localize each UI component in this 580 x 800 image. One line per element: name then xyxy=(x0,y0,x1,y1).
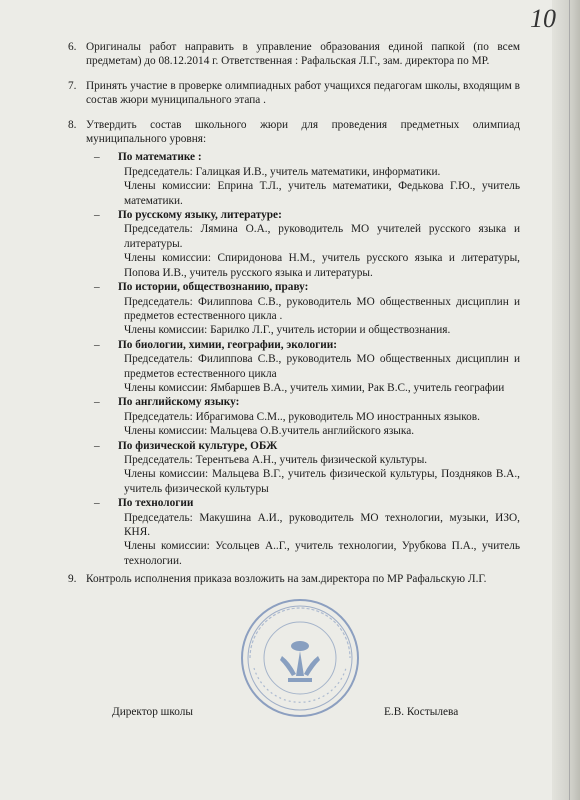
chair-line: Председатель: Макушина А.И., руководитель МО технологии, музыки, ИЗО, КНЯ. xyxy=(124,511,520,538)
members-line: Члены комиссии: Усольцев А..Г., учитель технологии, Урубкова П.А., учитель технологии. xyxy=(124,540,520,567)
members-line: Члены комиссии: Спиридонова Н.М., учитель русского языка и литературы, Попова И.В., учитель русского языка и литературы. xyxy=(124,252,520,279)
section-math xyxy=(60,150,520,164)
members-line: Члены комиссии: Мальцева В.Г., учитель физической культуры, Поздняков В.А., учитель физической культуры xyxy=(124,468,520,495)
members-line: Члены комиссии: Еприна Т.Л., учитель математики, Федькова Г.Ю., учитель математики. xyxy=(124,180,520,207)
members-line: Члены комиссии: Мальцева О.В.учитель английского языка. xyxy=(124,425,415,438)
dash: – xyxy=(94,151,100,164)
members-line: Члены комиссии: Ямбаршев В.А., учитель химии, Рак В.С., учитель географии xyxy=(124,381,505,394)
chair-line: Председатель: Ибрагимова С.М.., руководитель МО иностранных языков. xyxy=(124,410,480,423)
section-russian xyxy=(60,208,520,222)
chair-line: Председатель: Филиппова С.В., руководитель МО общественных дисциплин и предметов естественного цикла . xyxy=(124,295,520,322)
dash: – xyxy=(94,281,100,294)
section-english xyxy=(60,395,520,409)
item-6 xyxy=(60,40,520,69)
order-body xyxy=(60,40,520,597)
dash: – xyxy=(94,439,100,452)
chair-line: Председатель: Галицкая И.В., учитель математики, информатики. xyxy=(124,165,441,178)
item-text: Принять участие в проверке олимпиадных работ учащихся педагогам школы, входящим в состав жюри муниципального этапа . xyxy=(86,79,520,107)
section-title: По истории, обществознанию, праву: xyxy=(118,281,309,294)
section-title: По технологии xyxy=(118,497,194,510)
section-title: По физической культуре, ОБЖ xyxy=(118,439,278,452)
section-title: По английскому языку: xyxy=(118,396,240,409)
chair-line: Председатель: Терентьева А.Н., учитель физической культуры. xyxy=(124,453,428,466)
item-number: 7. xyxy=(68,79,77,92)
page-number: 10 xyxy=(530,4,556,33)
item-9 xyxy=(60,572,520,586)
section-technology xyxy=(60,496,520,510)
section-title: По русскому языку, литературе: xyxy=(118,209,282,222)
director-title: Директор школы xyxy=(112,706,194,718)
section-title: По биологии, химии, географии, экологии: xyxy=(118,338,338,351)
page-edge-shadow xyxy=(552,0,580,800)
chair-line: Председатель: Лямина О.А., руководитель МО учителей русского языка и литературы. xyxy=(124,223,520,250)
item-number: 8. xyxy=(68,118,77,131)
page-edge-line xyxy=(569,0,570,800)
item-number: 6. xyxy=(68,41,77,53)
official-seal-stamp xyxy=(238,596,362,720)
item-text: Контроль исполнения приказа возложить на зам.директора по МР Рафальскую Л.Г. xyxy=(86,573,487,586)
dash: – xyxy=(94,396,100,409)
dash: – xyxy=(94,338,100,351)
section-biology xyxy=(60,338,520,352)
dash: – xyxy=(94,209,100,222)
section-title: По математике : xyxy=(118,151,202,164)
dash: – xyxy=(94,497,100,510)
item-number: 9. xyxy=(68,573,77,586)
item-text: Утвердить состав школьного жюри для проведения предметных олимпиад муниципального уровня: xyxy=(86,118,520,146)
section-pe xyxy=(60,439,520,453)
item-8 xyxy=(60,118,520,147)
chair-line: Председатель: Филиппова С.В., руководитель МО общественных дисциплин и предметов естественного цикла xyxy=(124,353,520,380)
director-name: Е.В. Костылева xyxy=(384,706,459,718)
item-text: Оригиналы работ направить в управление образования единой папкой (по всем предметам) до 08.12.2014 г. Ответственная : Рафальская Л.Г., зам. директора по МР. xyxy=(86,41,520,68)
members-line: Члены комиссии: Барилко Л.Г., учитель истории и обществознания. xyxy=(124,324,451,337)
item-7 xyxy=(60,79,520,108)
section-history xyxy=(60,280,520,294)
